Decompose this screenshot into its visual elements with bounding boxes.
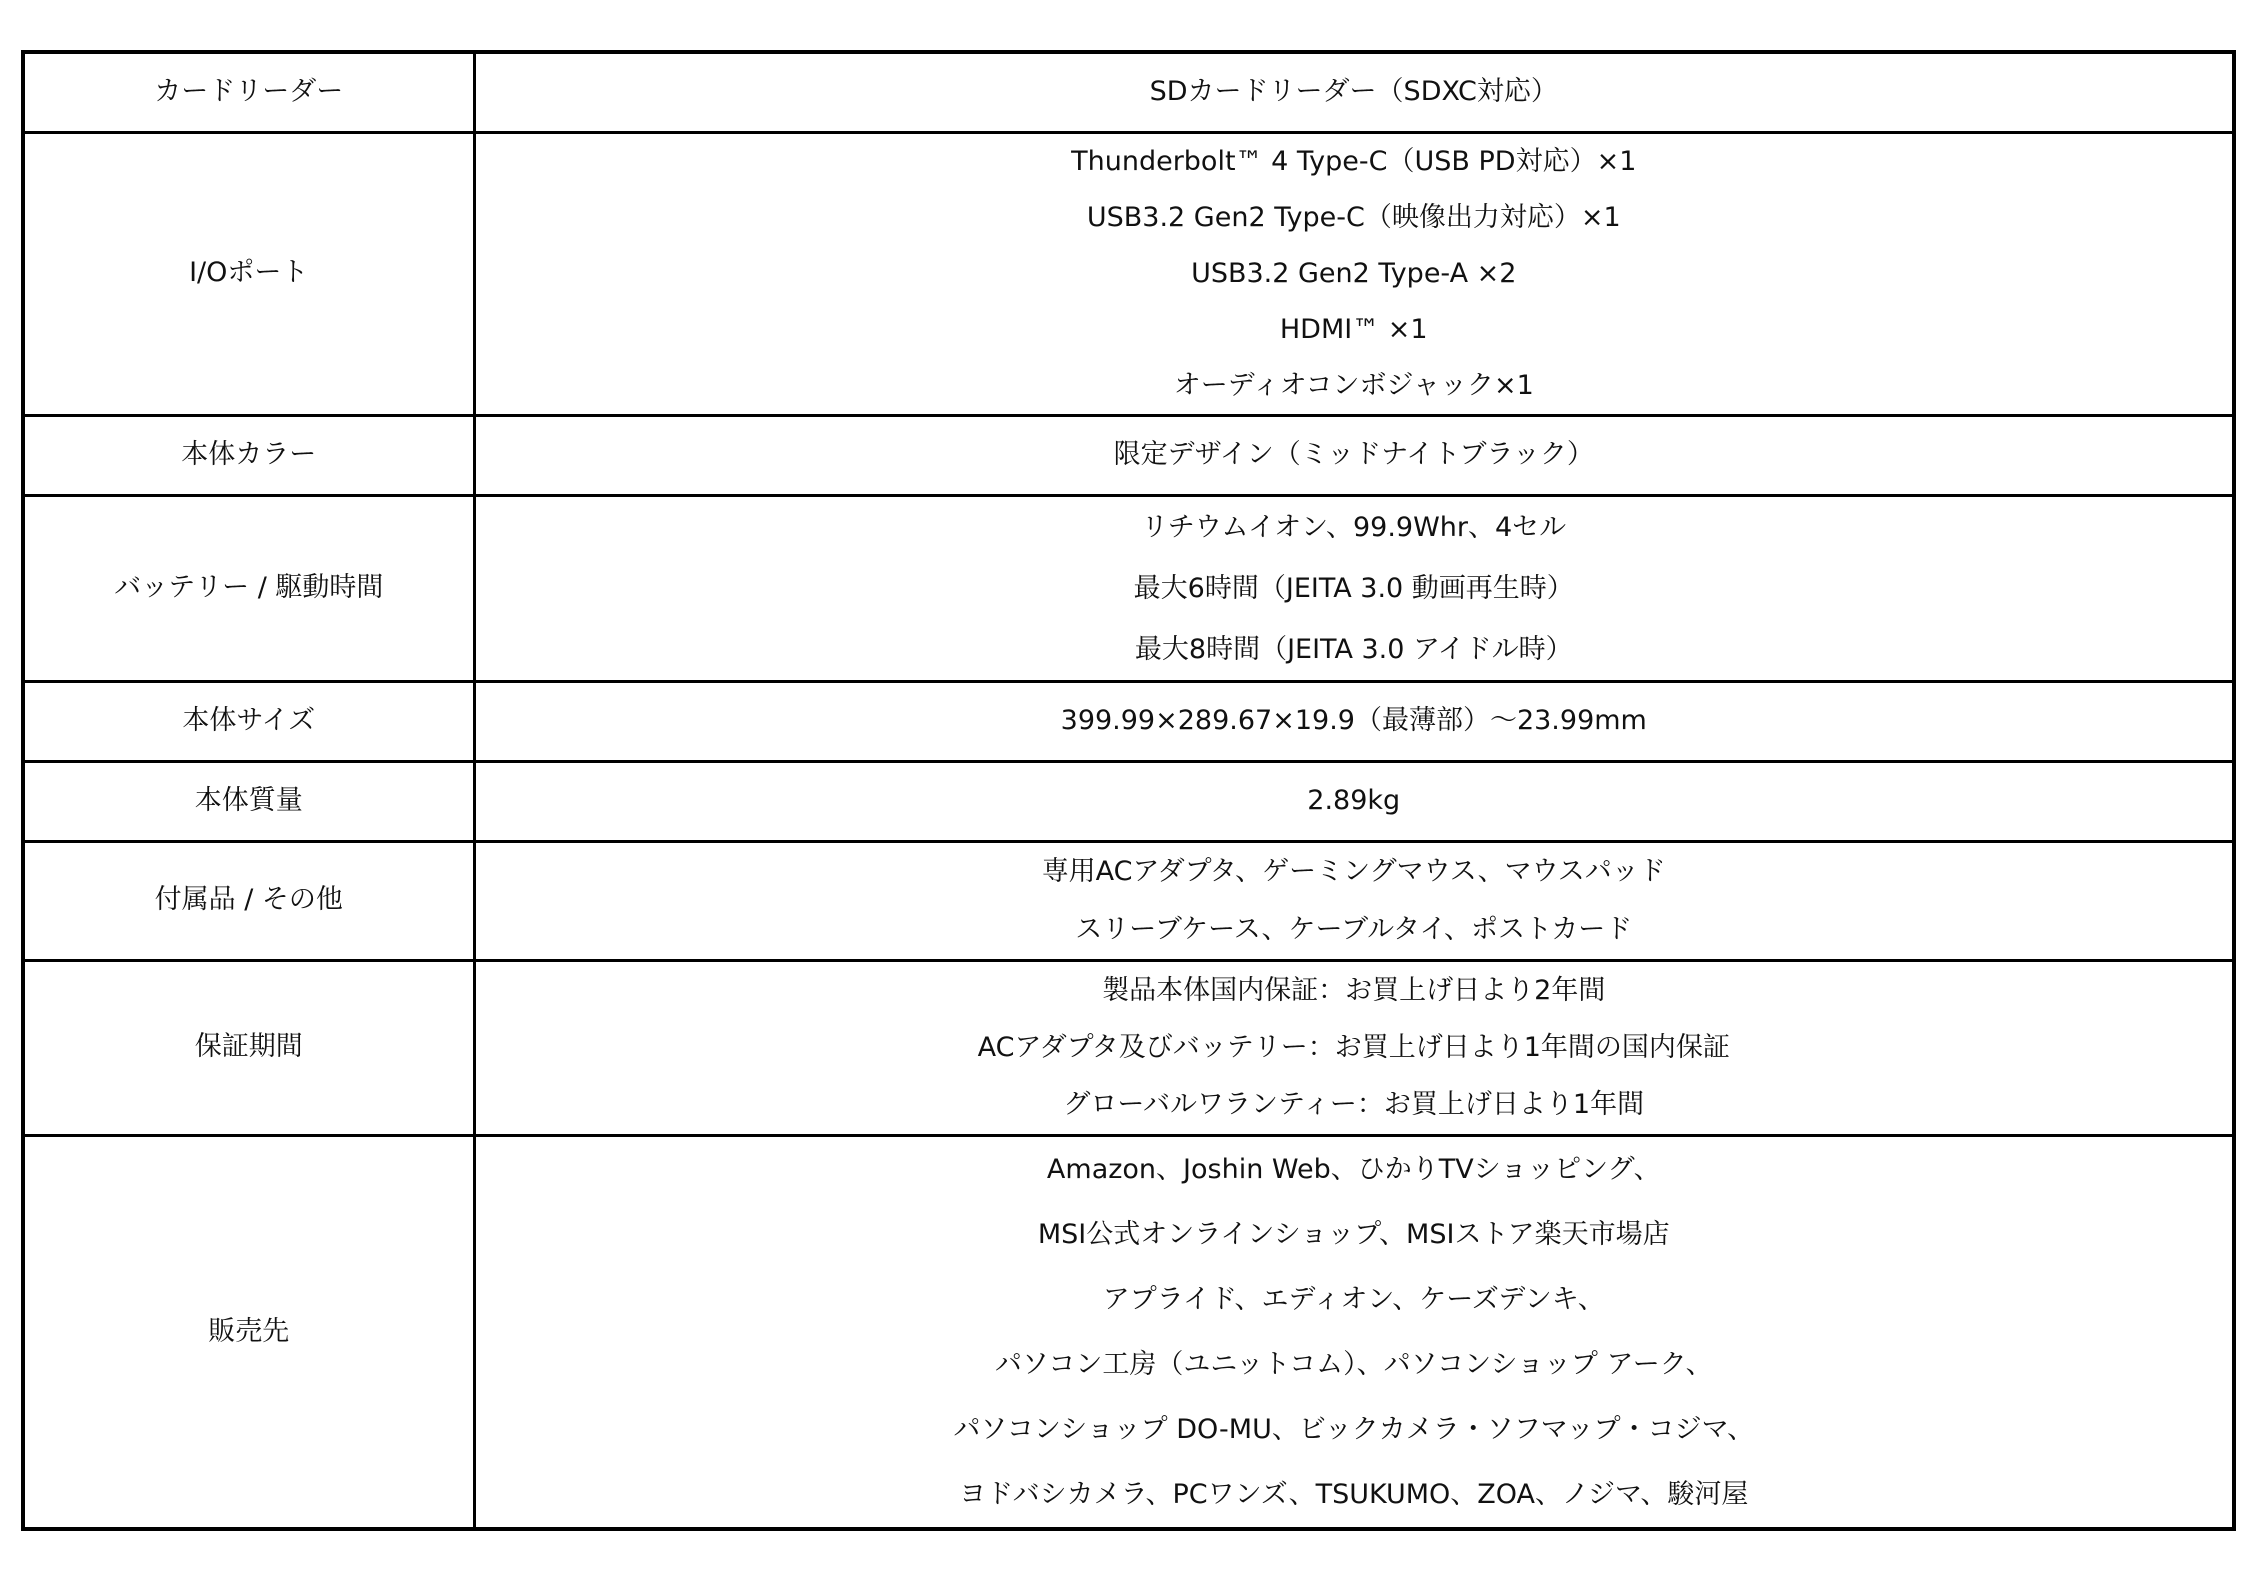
spec-label: 付属品 / その他 xyxy=(23,841,474,960)
spec-row-body-weight xyxy=(23,761,2234,841)
spec-label: 販売先 xyxy=(23,1135,474,1529)
spec-row-warranty xyxy=(23,960,2234,1135)
spec-value-line: SDカードリーダー（SDXC対応） xyxy=(1149,76,1558,108)
spec-value xyxy=(474,1135,2234,1529)
spec-value-line: 2.89kg xyxy=(1307,784,1401,816)
spec-value-line: パソコンショップ DO-MU、ビックカメラ・ソフマップ・コジマ、 xyxy=(953,1413,1755,1445)
spec-value xyxy=(474,681,2234,761)
spec-label: カードリーダー xyxy=(23,52,474,132)
spec-value-line: オーディオコンボジャック×1 xyxy=(1173,369,1534,401)
spec-row-retailers xyxy=(23,1135,2234,1529)
spec-value-line: ヨドバシカメラ、PCワンズ、TSUKUMO、ZOA、ノジマ、駿河屋 xyxy=(959,1478,1749,1510)
spec-value-line: 限定デザイン（ミッドナイトブラック） xyxy=(1113,438,1594,470)
spec-value-line: パソコン工房（ユニットコム）、パソコンショップ アーク、 xyxy=(994,1348,1713,1380)
spec-table xyxy=(21,50,2236,1531)
spec-value-line: 製品本体国内保証：お買上げ日より2年間 xyxy=(1102,975,1606,1006)
spec-value-line: 399.99×289.67×19.9（最薄部）～23.99mm xyxy=(1060,704,1647,736)
spec-value xyxy=(474,841,2234,960)
spec-value xyxy=(474,495,2234,681)
spec-value-line: 最大8時間（JEITA 3.0 アイドル時） xyxy=(1134,633,1573,665)
spec-row-battery xyxy=(23,495,2234,681)
spec-value-line: USB3.2 Gen2 Type-C（映像出力対応）×1 xyxy=(1086,201,1621,233)
spec-value xyxy=(474,960,2234,1135)
spec-value-line: リチウムイオン、99.9Whr、4セル xyxy=(1141,511,1567,543)
spec-value-line: Amazon、Joshin Web、ひかりTVショッピング、 xyxy=(1046,1153,1661,1185)
spec-value xyxy=(474,761,2234,841)
spec-value xyxy=(474,415,2234,495)
spec-value xyxy=(474,132,2234,415)
spec-value-line: MSI公式オンラインショップ、MSIストア楽天市場店 xyxy=(1037,1218,1670,1250)
spec-value-line: グローバルワランティー：お買上げ日より1年間 xyxy=(1063,1089,1645,1120)
spec-label: 本体質量 xyxy=(23,761,474,841)
spec-label: 保証期間 xyxy=(23,960,474,1135)
spec-value-line: アプライド、エディオン、ケーズデンキ、 xyxy=(1102,1283,1605,1315)
spec-value-line: 最大6時間（JEITA 3.0 動画再生時） xyxy=(1133,572,1574,604)
spec-label: I/Oポート xyxy=(23,132,474,415)
spec-value-line: Thunderbolt™ 4 Type-C（USB PD対応）×1 xyxy=(1071,145,1637,177)
spec-row-card-reader xyxy=(23,52,2234,132)
spec-row-accessories xyxy=(23,841,2234,960)
spec-value-line: HDMI™ ×1 xyxy=(1279,313,1428,345)
spec-value-line: USB3.2 Gen2 Type-A ×2 xyxy=(1191,257,1517,289)
spec-label: 本体カラー xyxy=(23,415,474,495)
spec-value xyxy=(474,52,2234,132)
spec-label: 本体サイズ xyxy=(23,681,474,761)
spec-row-body-color xyxy=(23,415,2234,495)
spec-value-line: スリーブケース、ケーブルタイ、ポストカード xyxy=(1075,913,1633,945)
spec-row-io-ports xyxy=(23,132,2234,415)
spec-value-line: 専用ACアダプタ、ゲーミングマウス、マウスパッド xyxy=(1041,855,1666,887)
spec-label: バッテリー / 駆動時間 xyxy=(23,495,474,681)
spec-row-body-size xyxy=(23,681,2234,761)
spec-value-line: ACアダプタ及びバッテリー：お買上げ日より1年間の国内保証 xyxy=(977,1032,1730,1063)
